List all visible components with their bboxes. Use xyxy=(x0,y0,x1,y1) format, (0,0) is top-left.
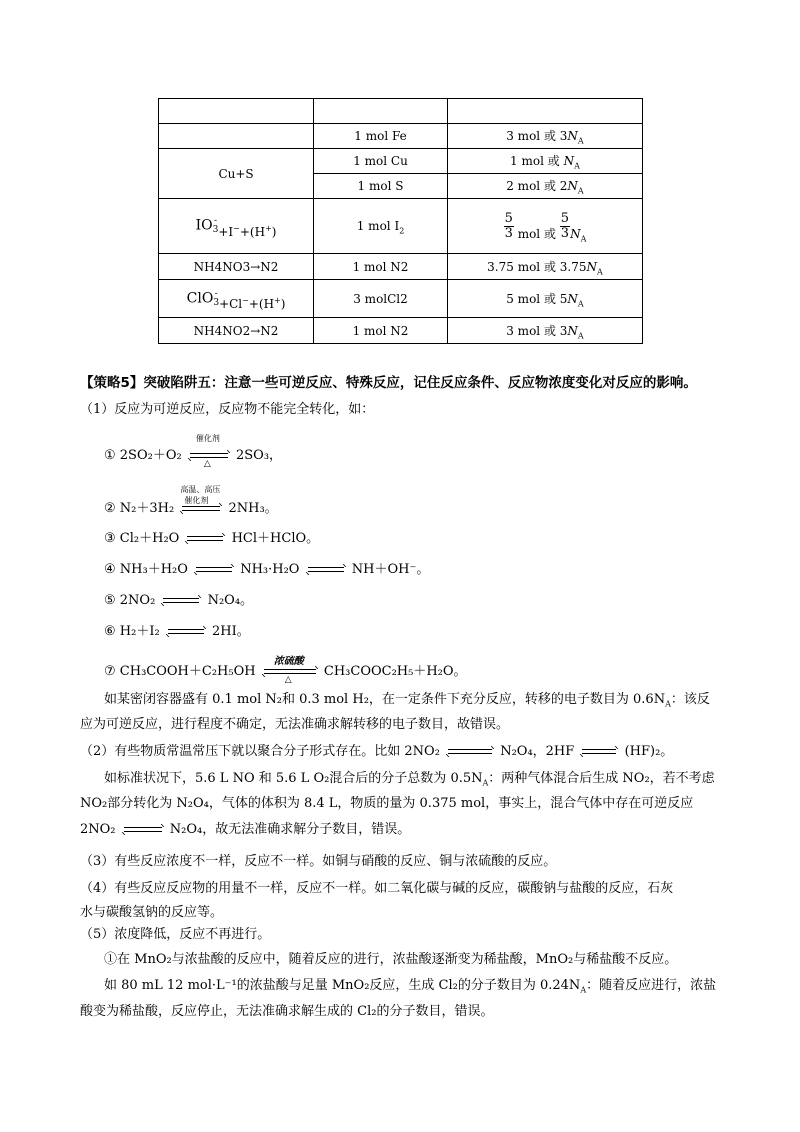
reversible-arrow-icon xyxy=(187,534,223,544)
reversible-arrow-icon xyxy=(308,565,344,575)
na-sub: A xyxy=(577,186,584,196)
eq-right: 2NH₃。 xyxy=(228,501,278,516)
electrons-text: 1 mol 或 xyxy=(510,154,564,168)
na-symbol: N xyxy=(567,323,578,338)
reversible-arrow-icon xyxy=(196,565,232,575)
paragraph: （3）有些反应浓度不一样，反应不一样。如铜与硝酸的反应、铜与浓硫酸的反应。 xyxy=(80,854,557,869)
table-row xyxy=(159,149,643,174)
fraction-numerator: 5 xyxy=(560,210,570,226)
table-cell: 1 mol N2 xyxy=(314,318,448,344)
substance: 1 mol I xyxy=(356,219,400,233)
electrons-text: 2 mol 或 2 xyxy=(506,179,568,193)
text: N₂O₄，故无法准确求解分子数目，错误。 xyxy=(169,822,411,837)
fraction-denominator: 3 xyxy=(504,225,513,241)
table-cell xyxy=(159,280,314,318)
ion-charge: - xyxy=(213,216,218,226)
table-row xyxy=(159,254,643,280)
na-sub: A xyxy=(596,266,603,276)
table-row xyxy=(159,199,643,254)
reaction-part: +Cl xyxy=(219,297,243,311)
reaction-part: +(H xyxy=(248,297,275,311)
table-row xyxy=(159,318,643,344)
paragraph: NO₂部分转化为 N₂O₄，气体的体积为 8.4 L，物质的量为 0.375 mol，事实上，混合气体中存在可逆反应 xyxy=(80,796,694,811)
reversible-arrow-icon xyxy=(124,825,162,835)
text: 如某密闭容器盛有 0.1 mol N₂和 0.3 mol H₂，在一定条件下充分反应，转移的电子数目为 0.6N xyxy=(104,692,666,707)
text: 2NO₂ xyxy=(80,822,116,837)
table-cell xyxy=(447,280,642,318)
strategy-heading: 【策略5】突破陷阱五：注意一些可逆反应、特殊反应，记住反应条件、反应物浓度变化对反应的影响。 xyxy=(80,375,697,391)
na-symbol: N xyxy=(567,179,578,193)
eq-condition: 催化剂 xyxy=(184,495,209,505)
charge: + xyxy=(274,296,281,305)
eq-left: ④ NH₃＋H₂O xyxy=(104,562,188,577)
table-cell xyxy=(447,199,642,254)
paragraph xyxy=(104,767,715,786)
text: ：随着反应进行，浓盐 xyxy=(586,978,717,993)
text: （2）有些物质常温常压下就以聚合分子形式存在。比如 2NO₂ xyxy=(80,744,440,759)
table-cell xyxy=(447,174,642,199)
eq-left: ⑤ 2NO₂ xyxy=(104,593,156,608)
na-symbol: N xyxy=(567,129,578,143)
na-sub: A xyxy=(574,161,580,171)
equation xyxy=(104,433,283,469)
paragraph: ①在 MnO₂与浓盐酸的反应中，随着反应的进行，浓盐酸逐渐变为稀盐酸，MnO₂与稀盐酸不反应。 xyxy=(104,952,678,967)
table-cell: 3 molCl2 xyxy=(314,280,448,318)
charge: − xyxy=(233,223,240,233)
reversible-arrow-icon xyxy=(448,747,492,757)
table-cell xyxy=(314,199,448,254)
electrons-text: 5 mol 或 5 xyxy=(506,291,568,306)
paragraph xyxy=(104,974,716,993)
text: ：两种气体混合后生成 NO₂，若不考虑 xyxy=(488,771,715,786)
table-cell xyxy=(159,199,314,254)
table-cell: Cu+S xyxy=(159,149,314,199)
eq-right: 2HI。 xyxy=(211,624,250,639)
equation xyxy=(104,558,429,577)
equation xyxy=(104,484,278,516)
eq-right: N₂O₄。 xyxy=(207,593,254,608)
table-cell: NH4NO2→N2 xyxy=(159,318,314,344)
fraction xyxy=(560,212,570,241)
ion-sub: 3 xyxy=(213,297,220,308)
na-sub: A xyxy=(580,985,587,995)
table-cell: 1 mol S xyxy=(314,174,448,199)
eq-left: ① 2SO₂＋O₂ xyxy=(104,448,182,463)
electron-transfer-table xyxy=(158,98,643,344)
table-row xyxy=(159,124,643,149)
table-cell xyxy=(447,99,642,124)
reaction-ion: IO xyxy=(195,217,213,234)
text: ：该反 xyxy=(670,692,710,707)
eq-mid: NH₃·H₂O xyxy=(240,562,300,577)
table-cell xyxy=(447,124,642,149)
equation xyxy=(104,527,319,546)
eq-right: CH₃COOC₂H₅＋H₂O。 xyxy=(323,664,467,679)
reaction-part: +(H xyxy=(239,224,266,239)
reversible-arrow-icon xyxy=(163,596,199,606)
electrons-text: mol 或 xyxy=(517,226,556,241)
eq-condition: 浓硫酸 xyxy=(273,655,304,667)
charge: + xyxy=(265,223,272,233)
paragraph: （4）有些反应反应物的用量不一样，反应不一样。如二氧化碳与碱的反应，碳酸钠与盐酸的反应，石灰 xyxy=(80,881,674,896)
fraction-denominator: 3 xyxy=(560,225,570,241)
reaction-ion: ClO xyxy=(186,290,214,306)
equation xyxy=(104,620,250,639)
text: (HF)₂。 xyxy=(624,744,674,759)
reaction-part: +I xyxy=(218,224,234,239)
table-row xyxy=(159,280,643,318)
reversible-arrow-icon xyxy=(180,484,221,514)
fraction-numerator: 5 xyxy=(504,210,513,226)
paragraph: 酸变为稀盐酸，反应停止，无法准确求解生成的 Cl₂的分子数目，错误。 xyxy=(80,1004,494,1019)
na-symbol: N xyxy=(563,154,575,168)
eq-right: 2SO₃， xyxy=(235,448,283,463)
reversible-arrow-icon xyxy=(264,655,316,685)
paragraph: 水与碳酸氢钠的反应等。 xyxy=(80,905,224,920)
ion-sub: 3 xyxy=(212,225,219,235)
eq-right: HCl＋HClO。 xyxy=(231,531,320,546)
na-sub: A xyxy=(577,136,584,146)
electrons-text: 3 mol 或 3 xyxy=(506,129,568,143)
na-symbol: N xyxy=(586,259,597,274)
fraction xyxy=(504,212,514,241)
table-cell xyxy=(447,254,642,280)
table-cell: NH4NO3→N2 xyxy=(159,254,314,280)
ion-charge: - xyxy=(214,288,218,299)
charge: − xyxy=(242,296,249,305)
paragraph: （5）浓度降低，反应不再进行。 xyxy=(80,927,271,942)
na-symbol: N xyxy=(570,226,581,241)
eq-condition: 催化剂 xyxy=(195,433,220,443)
eq-left: ③ Cl₂＋H₂O xyxy=(104,531,180,546)
paragraph xyxy=(80,818,410,837)
sub: 2 xyxy=(399,226,405,236)
equation xyxy=(104,589,253,608)
table-cell xyxy=(447,149,642,174)
na-sub: A xyxy=(577,330,584,340)
reversible-arrow-icon xyxy=(168,627,204,637)
equation xyxy=(104,655,467,685)
reaction-part: ) xyxy=(271,224,277,239)
paragraph: 应为可逆反应，进行程度不确定，无法准确求解转移的电子数目，故错误。 xyxy=(80,717,510,732)
eq-left: ⑦ CH₃COOH＋C₂H₅OH xyxy=(104,664,256,679)
table-cell xyxy=(314,99,448,124)
eq-condition: 高温、高压 xyxy=(180,484,221,494)
electrons-text: 3 mol 或 3 xyxy=(506,323,568,338)
reversible-arrow-icon xyxy=(190,433,228,469)
eq-left: ② N₂＋3H₂ xyxy=(104,501,175,516)
heat-icon: △ xyxy=(203,458,211,469)
reaction-part: ) xyxy=(280,297,286,311)
table-cell xyxy=(447,318,642,344)
text: 如 80 mL 12 mol·L⁻¹的浓盐酸与足量 MnO₂反应，生成 Cl₂的分子数目为 0.24N xyxy=(104,978,581,993)
eq-right: NH＋OH⁻。 xyxy=(351,562,430,577)
paragraph xyxy=(80,740,673,759)
electrons-text: 3.75 mol 或 3.75 xyxy=(487,259,587,274)
table-cell: 1 mol Fe xyxy=(314,124,448,149)
heat-icon: △ xyxy=(284,674,292,685)
paragraph: （1）反应为可逆反应，反应物不能完全转化，如： xyxy=(80,402,375,417)
table-cell xyxy=(159,124,314,149)
na-sub: A xyxy=(482,778,489,788)
table-row xyxy=(159,99,643,124)
reversible-arrow-icon xyxy=(582,747,616,757)
na-sub: A xyxy=(580,233,587,243)
text: N₂O₄，2HF xyxy=(500,744,575,759)
na-sub: A xyxy=(665,699,671,709)
na-symbol: N xyxy=(567,291,578,306)
eq-left: ⑥ H₂＋I₂ xyxy=(104,624,160,639)
table-cell: 1 mol Cu xyxy=(314,149,448,174)
paragraph xyxy=(104,688,710,707)
text: 如标准状况下，5.6 L NO 和 5.6 L O₂混合后的分子总数为 0.5N xyxy=(104,771,483,786)
na-sub: A xyxy=(577,298,584,308)
table-cell xyxy=(159,99,314,124)
table-cell: 1 mol N2 xyxy=(314,254,448,280)
